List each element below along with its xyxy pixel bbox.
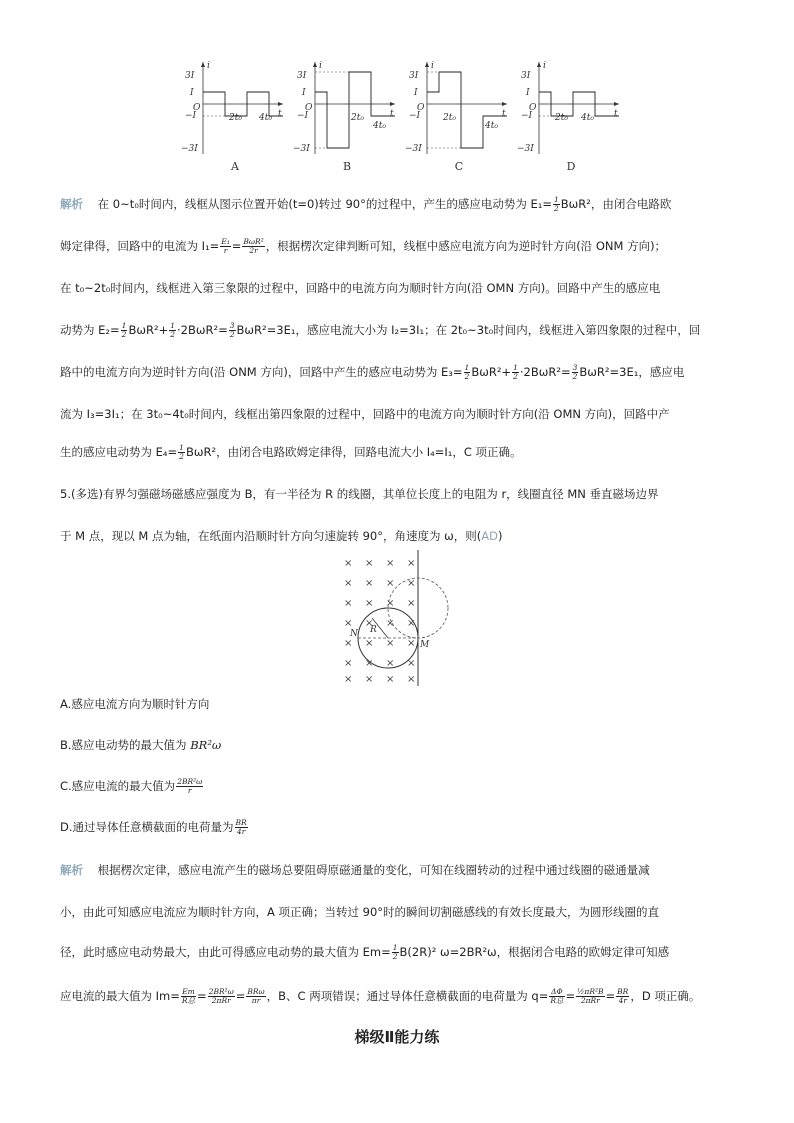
origin-label: O [417, 103, 425, 113]
den: 4r [236, 827, 246, 836]
svg-text:×: × [407, 578, 416, 589]
graph-b-svg [293, 58, 397, 158]
num: 1 [121, 321, 127, 330]
text: 根据楞次定律，感应电流产生的磁场总要阻碍原磁通量的变化，可知在线圈转动的过程中通过线圈的磁通量减 [97, 863, 650, 877]
fraction-option-c [176, 778, 203, 795]
text: B(2R)² ω=2BR²ω，根据闭合电路的欧姆定律可知感 [399, 945, 670, 959]
tick-3i: 3I [185, 71, 195, 81]
svg-text:×: × [344, 674, 353, 685]
fraction-half [464, 364, 471, 381]
fraction-brw-pir [246, 988, 265, 1005]
graph-a-svg [181, 58, 285, 158]
label-n: N [350, 629, 358, 639]
option-label-c: C [454, 160, 464, 173]
tick-3i: 3I [297, 71, 307, 81]
option-label-b: B [342, 160, 352, 173]
label-m: M [420, 640, 430, 650]
text: B.感应电动势的最大值为 [60, 738, 191, 752]
svg-text:×: × [365, 558, 374, 569]
den: πr [251, 996, 261, 1005]
den: R总 [550, 996, 564, 1005]
tick-4t0: 4t₀ [485, 121, 498, 131]
svg-text:×: × [407, 638, 416, 649]
svg-text:×: × [386, 674, 395, 685]
den: 2 [572, 372, 578, 381]
svg-text:×: × [407, 658, 416, 669]
graph-c [405, 58, 509, 176]
fraction-half [392, 944, 399, 961]
den: 2 [121, 330, 127, 339]
svg-text:×: × [386, 618, 395, 629]
equals: = [197, 989, 207, 1003]
den: 2 [229, 330, 235, 339]
equals: = [605, 989, 616, 1003]
text: 径，此时感应电动势最大，由此可得感应电动势的最大值为 Em= [60, 945, 391, 959]
option-graphs [181, 58, 618, 178]
option-d [60, 819, 249, 836]
graph-c-svg [405, 58, 509, 158]
fraction-half [169, 322, 176, 339]
q5-line2 [60, 528, 503, 544]
x-axis-label: t [278, 109, 282, 119]
option-label-a: A [231, 160, 239, 173]
num: 2BR²ω [177, 777, 203, 786]
num: BR [235, 818, 247, 827]
analysis1-line6: 流为 I₃=3I₁；在 3t₀~4t₀时间内，线框出第四象限的过程中，回路中的电流方向为顺时针方向(沿 OMN 方向)，回路中产 [60, 407, 670, 421]
num: 1 [170, 321, 175, 330]
option-b [60, 737, 221, 753]
den: 2πRr [580, 996, 600, 1005]
num: 3 [572, 363, 578, 372]
svg-text:×: × [365, 658, 374, 669]
tick-i: I [526, 88, 530, 98]
svg-text:×: × [407, 618, 416, 629]
num: 1 [513, 363, 518, 372]
tick-i: I [302, 88, 306, 98]
y-axis-label: i [543, 61, 546, 71]
num: 1 [392, 943, 398, 952]
num: 2BR²ω [208, 987, 234, 996]
analysis2-line2: 小，由此可知感应电流应为顺时针方向，A 项正确；当转过 90°时的瞬间切割磁感线的有效长度最大，为圆形线圈的直 [60, 905, 660, 919]
fraction-bwr2-2r [242, 238, 264, 255]
num: 3 [229, 321, 235, 330]
svg-text:×: × [344, 558, 353, 569]
analysis2-line3 [60, 944, 669, 961]
y-axis-label: i [319, 61, 322, 71]
den: 2 [179, 452, 184, 461]
text: BωR²，由闭合电路欧姆定律得，回路电流大小 I₄=I₁，C 项正确。 [185, 445, 522, 459]
num: ½πR²B [577, 987, 604, 996]
svg-text:×: × [386, 658, 395, 669]
den: R总 [181, 996, 196, 1005]
fraction-half [121, 322, 128, 339]
num: E₁ [221, 237, 230, 246]
fraction-half [178, 444, 185, 461]
text: C.感应电流的最大值为 [60, 779, 176, 793]
formula: BR²ω [190, 738, 222, 752]
text: 应电流的最大值为 Im= [60, 989, 180, 1003]
option-label-d: D [566, 160, 576, 173]
den: r [187, 786, 192, 795]
text: ·2BωR²= [519, 365, 571, 379]
tick-neg-i: −I [297, 111, 309, 121]
option-c [60, 778, 204, 795]
svg-text:×: × [365, 598, 374, 609]
tick-neg-3i: −3I [405, 144, 422, 154]
den: 2 [554, 204, 559, 213]
analysis1-line1 [60, 196, 671, 213]
fraction-half [553, 196, 560, 213]
text: 动势为 E₂= [60, 323, 120, 337]
origin-label: O [305, 103, 313, 113]
tick-4t0: 4t₀ [259, 113, 272, 123]
num: BRω [247, 987, 265, 996]
tick-i: I [190, 88, 194, 98]
svg-text:×: × [344, 638, 353, 649]
den: r [223, 246, 228, 255]
num: BωR² [243, 237, 264, 246]
tick-4t0: 4t₀ [373, 121, 386, 131]
tick-3i: 3I [521, 71, 531, 81]
svg-text:×: × [344, 598, 353, 609]
fraction-2br2w-2pirr [208, 988, 235, 1005]
x-axis-label: t [502, 109, 506, 119]
text: 生的感应电动势为 E₄= [60, 445, 178, 459]
svg-text:×: × [407, 674, 416, 685]
svg-text:×: × [365, 618, 374, 629]
text: ，B、C 两项错误；通过导体任意横截面的电荷量为 q= [266, 989, 549, 1003]
label-r: R [370, 625, 377, 635]
fraction-option-d [235, 819, 248, 836]
den: 4r [618, 996, 627, 1005]
fraction-br-4r [616, 988, 629, 1005]
fraction-em-rtotal [181, 988, 196, 1005]
analysis-tag: 解析 [60, 197, 83, 211]
text: D.通过导体任意横截面的电荷量为 [60, 820, 234, 834]
text: BωR²+ [128, 323, 169, 337]
svg-text:×: × [365, 674, 374, 685]
num: Em [182, 987, 195, 996]
graph-d-svg [517, 58, 621, 158]
den: 2r [249, 246, 258, 255]
svg-text:×: × [386, 638, 395, 649]
y-axis-label: i [207, 61, 210, 71]
svg-text:×: × [344, 578, 353, 589]
magnetic-field-figure [330, 546, 440, 686]
graph-a [181, 58, 285, 176]
analysis1-line5 [60, 364, 684, 381]
analysis-tag: 解析 [60, 863, 83, 877]
den: 2 [392, 952, 398, 961]
den: 2πRr [211, 996, 231, 1005]
fraction-three-halves [572, 364, 579, 381]
field-diagram [330, 546, 440, 686]
text: ，根据楞次定律判断可知，线框中感应电流方向为逆时针方向(沿 ONM 方向)； [265, 239, 667, 253]
den: 2 [170, 330, 175, 339]
text: 在 0~t₀时间内，线框从图示位置开始(t=0)转过 90°的过程中，产生的感应电动势为 E₁= [97, 197, 552, 211]
y-axis-label: i [431, 61, 434, 71]
svg-text:×: × [386, 578, 395, 589]
tick-2t0: 2t₀ [443, 113, 456, 123]
graph-d [517, 58, 621, 176]
equals: = [235, 989, 246, 1003]
fraction-charge [576, 988, 604, 1005]
tick-neg-i: −I [521, 111, 533, 121]
analysis1-line3: 在 t₀~2t₀时间内，线框进入第三象限的过程中，回路中的电流方向为顺时针方向(沿 OMN 方向)。回路中产生的感应电 [60, 281, 661, 295]
tick-4t0: 4t₀ [581, 113, 594, 123]
option-a: A.感应电流方向为顺时针方向 [60, 697, 210, 711]
den: 2 [464, 372, 470, 381]
tick-3i: 3I [409, 71, 419, 81]
svg-text:×: × [365, 578, 374, 589]
graph-b [293, 58, 397, 176]
fraction-e1-r [220, 238, 230, 255]
text: ，D 项正确。 [630, 989, 701, 1003]
fraction-three-halves [229, 322, 236, 339]
svg-text:×: × [365, 638, 374, 649]
x-axis-label: t [390, 109, 394, 119]
analysis1-line2 [60, 238, 666, 255]
answer: AD [481, 529, 499, 543]
text: 于 M 点，现以 M 点为轴，在纸面内沿顺时针方向匀速旋转 90°，角速度为 ω，则( [60, 529, 482, 543]
equals: = [231, 239, 242, 253]
svg-text:×: × [386, 558, 395, 569]
analysis2-line1 [60, 862, 650, 878]
text: BωR²+ [471, 365, 512, 379]
section-title: 梯级Ⅱ能力练 [354, 1028, 440, 1046]
num: 1 [554, 195, 559, 204]
analysis1-line7 [60, 444, 522, 461]
origin-label: O [529, 103, 537, 113]
tick-2t0: 2t₀ [351, 113, 364, 123]
text: BωR²=3E₁，感应电流大小为 I₂=3I₁；在 2t₀~3t₀时间内，线框进入第四象限的过程中，回 [236, 323, 701, 337]
text: 路中的电流方向为逆时针方向(沿 ONM 方向)，回路中产生的感应电动势为 E₃= [60, 365, 463, 379]
analysis2-line4 [60, 988, 700, 1005]
svg-text:×: × [344, 658, 353, 669]
equals: = [565, 989, 576, 1003]
tick-neg-i: −I [185, 111, 197, 121]
origin-label: O [193, 103, 201, 113]
tick-neg-3i: −3I [517, 144, 534, 154]
svg-text:×: × [407, 598, 416, 609]
tick-neg-3i: −3I [293, 144, 310, 154]
x-axis-label: t [614, 109, 618, 119]
num: ΔΦ [551, 987, 563, 996]
svg-text:×: × [386, 598, 395, 609]
tick-neg-i: −I [409, 111, 421, 121]
text: ·2BωR²= [177, 323, 228, 337]
fraction-dphi-rtotal [549, 988, 564, 1005]
tick-neg-3i: −3I [181, 144, 198, 154]
den: 2 [513, 372, 518, 381]
text: ) [498, 529, 503, 543]
text: 姆定律得，回路中的电流为 I₁= [60, 239, 220, 253]
analysis1-line4 [60, 322, 700, 339]
tick-i: I [414, 88, 418, 98]
text: BωR²，由闭合电路欧 [560, 197, 672, 211]
tick-2t0: 2t₀ [555, 113, 568, 123]
num: BR [617, 987, 629, 996]
text: BωR²=3E₁，感应电 [579, 365, 685, 379]
q5-line1: 5.(多选)有界匀强磁场磁感应强度为 B，有一半径为 R 的线圈，其单位长度上的电阻为 r，线圈直径 MN 垂直磁场边界 [60, 487, 659, 501]
num: 1 [179, 443, 184, 452]
tick-2t0: 2t₀ [229, 113, 242, 123]
svg-text:×: × [344, 618, 353, 629]
svg-text:×: × [407, 558, 416, 569]
num: 1 [464, 363, 470, 372]
fraction-half [512, 364, 519, 381]
